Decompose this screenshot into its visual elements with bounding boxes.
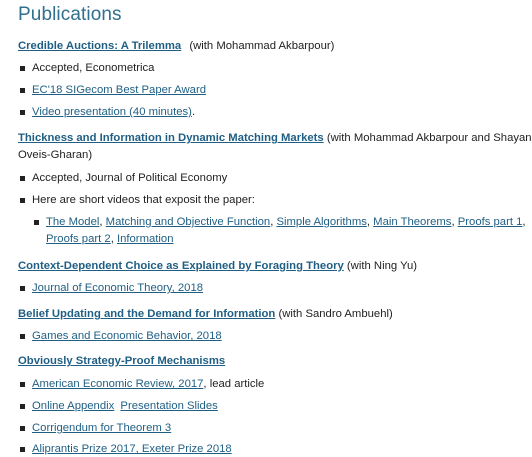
presentation-slides-link[interactable]: Presentation Slides (120, 400, 218, 412)
publication-2-videos-row-1: The Model, Matching and Objective Function, Simple Algorithms, Main Theorems, Proofs part 1, (46, 216, 526, 228)
publication-3-title-link[interactable]: Context-Dependent Choice as Explained by Foraging Theory (18, 260, 344, 272)
video-link-proofs-1[interactable]: Proofs part 1 (457, 216, 523, 228)
publication-5-header (18, 353, 225, 369)
bullet-marker (20, 286, 25, 291)
publication-2-videos-intro: Here are short videos that exposit the paper: (32, 194, 255, 206)
publication-5-corrigendum (32, 420, 171, 436)
publication-2-header (18, 130, 532, 146)
publication-1-header (18, 38, 334, 54)
publication-2-status: Accepted, Journal of Political Economy (32, 172, 228, 184)
publication-1-award (32, 82, 206, 98)
video-link-information[interactable]: Information (116, 233, 174, 245)
publication-4-journal (32, 328, 222, 344)
publication-1-video-link[interactable]: Video presentation (40 minutes) (32, 106, 192, 118)
publication-2-title-link[interactable]: Thickness and Information in Dynamic Matching Markets (18, 132, 324, 144)
bullet-marker (20, 382, 25, 387)
bullet-marker (20, 404, 25, 409)
video-link-simple-algorithms[interactable]: Simple Algorithms (276, 216, 367, 228)
publication-3-journal (32, 280, 203, 296)
publication-2-videos-row-2: Proofs part 2, Information (46, 233, 174, 245)
video-link-model[interactable]: The Model (46, 216, 100, 228)
publication-5-journal: American Economic Review, 2017, lead article (32, 378, 265, 390)
publication-5-supplements (32, 398, 218, 414)
publication-4-title-link[interactable]: Belief Updating and the Demand for Information (18, 308, 276, 320)
bullet-marker (34, 220, 39, 225)
publication-5-journal-link[interactable]: American Economic Review, 2017 (32, 378, 204, 390)
bullet-marker (20, 176, 25, 181)
publication-3-journal-link[interactable]: Journal of Economic Theory, 2018 (32, 282, 204, 294)
bullet-marker (20, 66, 25, 71)
publication-2-coauthors-cont: Oveis-Gharan) (18, 149, 93, 161)
bullet-marker (20, 334, 25, 339)
publication-5-title-link[interactable]: Obviously Strategy-Proof Mechanisms (18, 355, 226, 367)
video-link-main-theorems[interactable]: Main Theorems (373, 216, 452, 228)
bullet-marker (20, 447, 25, 452)
page-title: Publications (18, 4, 122, 25)
publication-2-coauthors: (with Mohammad Akbarpour and Shayan (326, 132, 532, 144)
publication-3-coauthors: (with Ning Yu) (346, 260, 418, 272)
video-link-matching[interactable]: Matching and Objective Function (105, 216, 271, 228)
publication-1-title-link[interactable]: Credible Auctions: A Trilemma (18, 40, 182, 52)
bullet-marker (20, 88, 25, 93)
corrigendum-link[interactable]: Corrigendum for Theorem 3 (32, 422, 172, 434)
prizes-link[interactable]: Aliprantis Prize 2017, Exeter Prize 2018 (32, 443, 232, 455)
publication-1-status: Accepted, Econometrica (32, 62, 155, 74)
bullet-marker (20, 198, 25, 203)
publication-1-video: Video presentation (40 minutes). (32, 106, 196, 118)
publication-1-award-link[interactable]: EC'18 SIGecom Best Paper Award (32, 84, 206, 96)
bullet-marker (20, 110, 25, 115)
publication-4-header (18, 306, 393, 322)
video-link-proofs-2[interactable]: Proofs part 2 (46, 233, 111, 245)
publication-4-coauthors: (with Sandro Ambuehl) (278, 308, 393, 320)
publication-1-coauthors: (with Mohammad Akbarpour) (189, 40, 335, 52)
publication-4-journal-link[interactable]: Games and Economic Behavior, 2018 (32, 330, 222, 342)
publication-5-prizes (32, 441, 232, 457)
bullet-marker (20, 426, 25, 431)
publication-3-header (18, 258, 417, 274)
online-appendix-link[interactable]: Online Appendix (32, 400, 115, 412)
